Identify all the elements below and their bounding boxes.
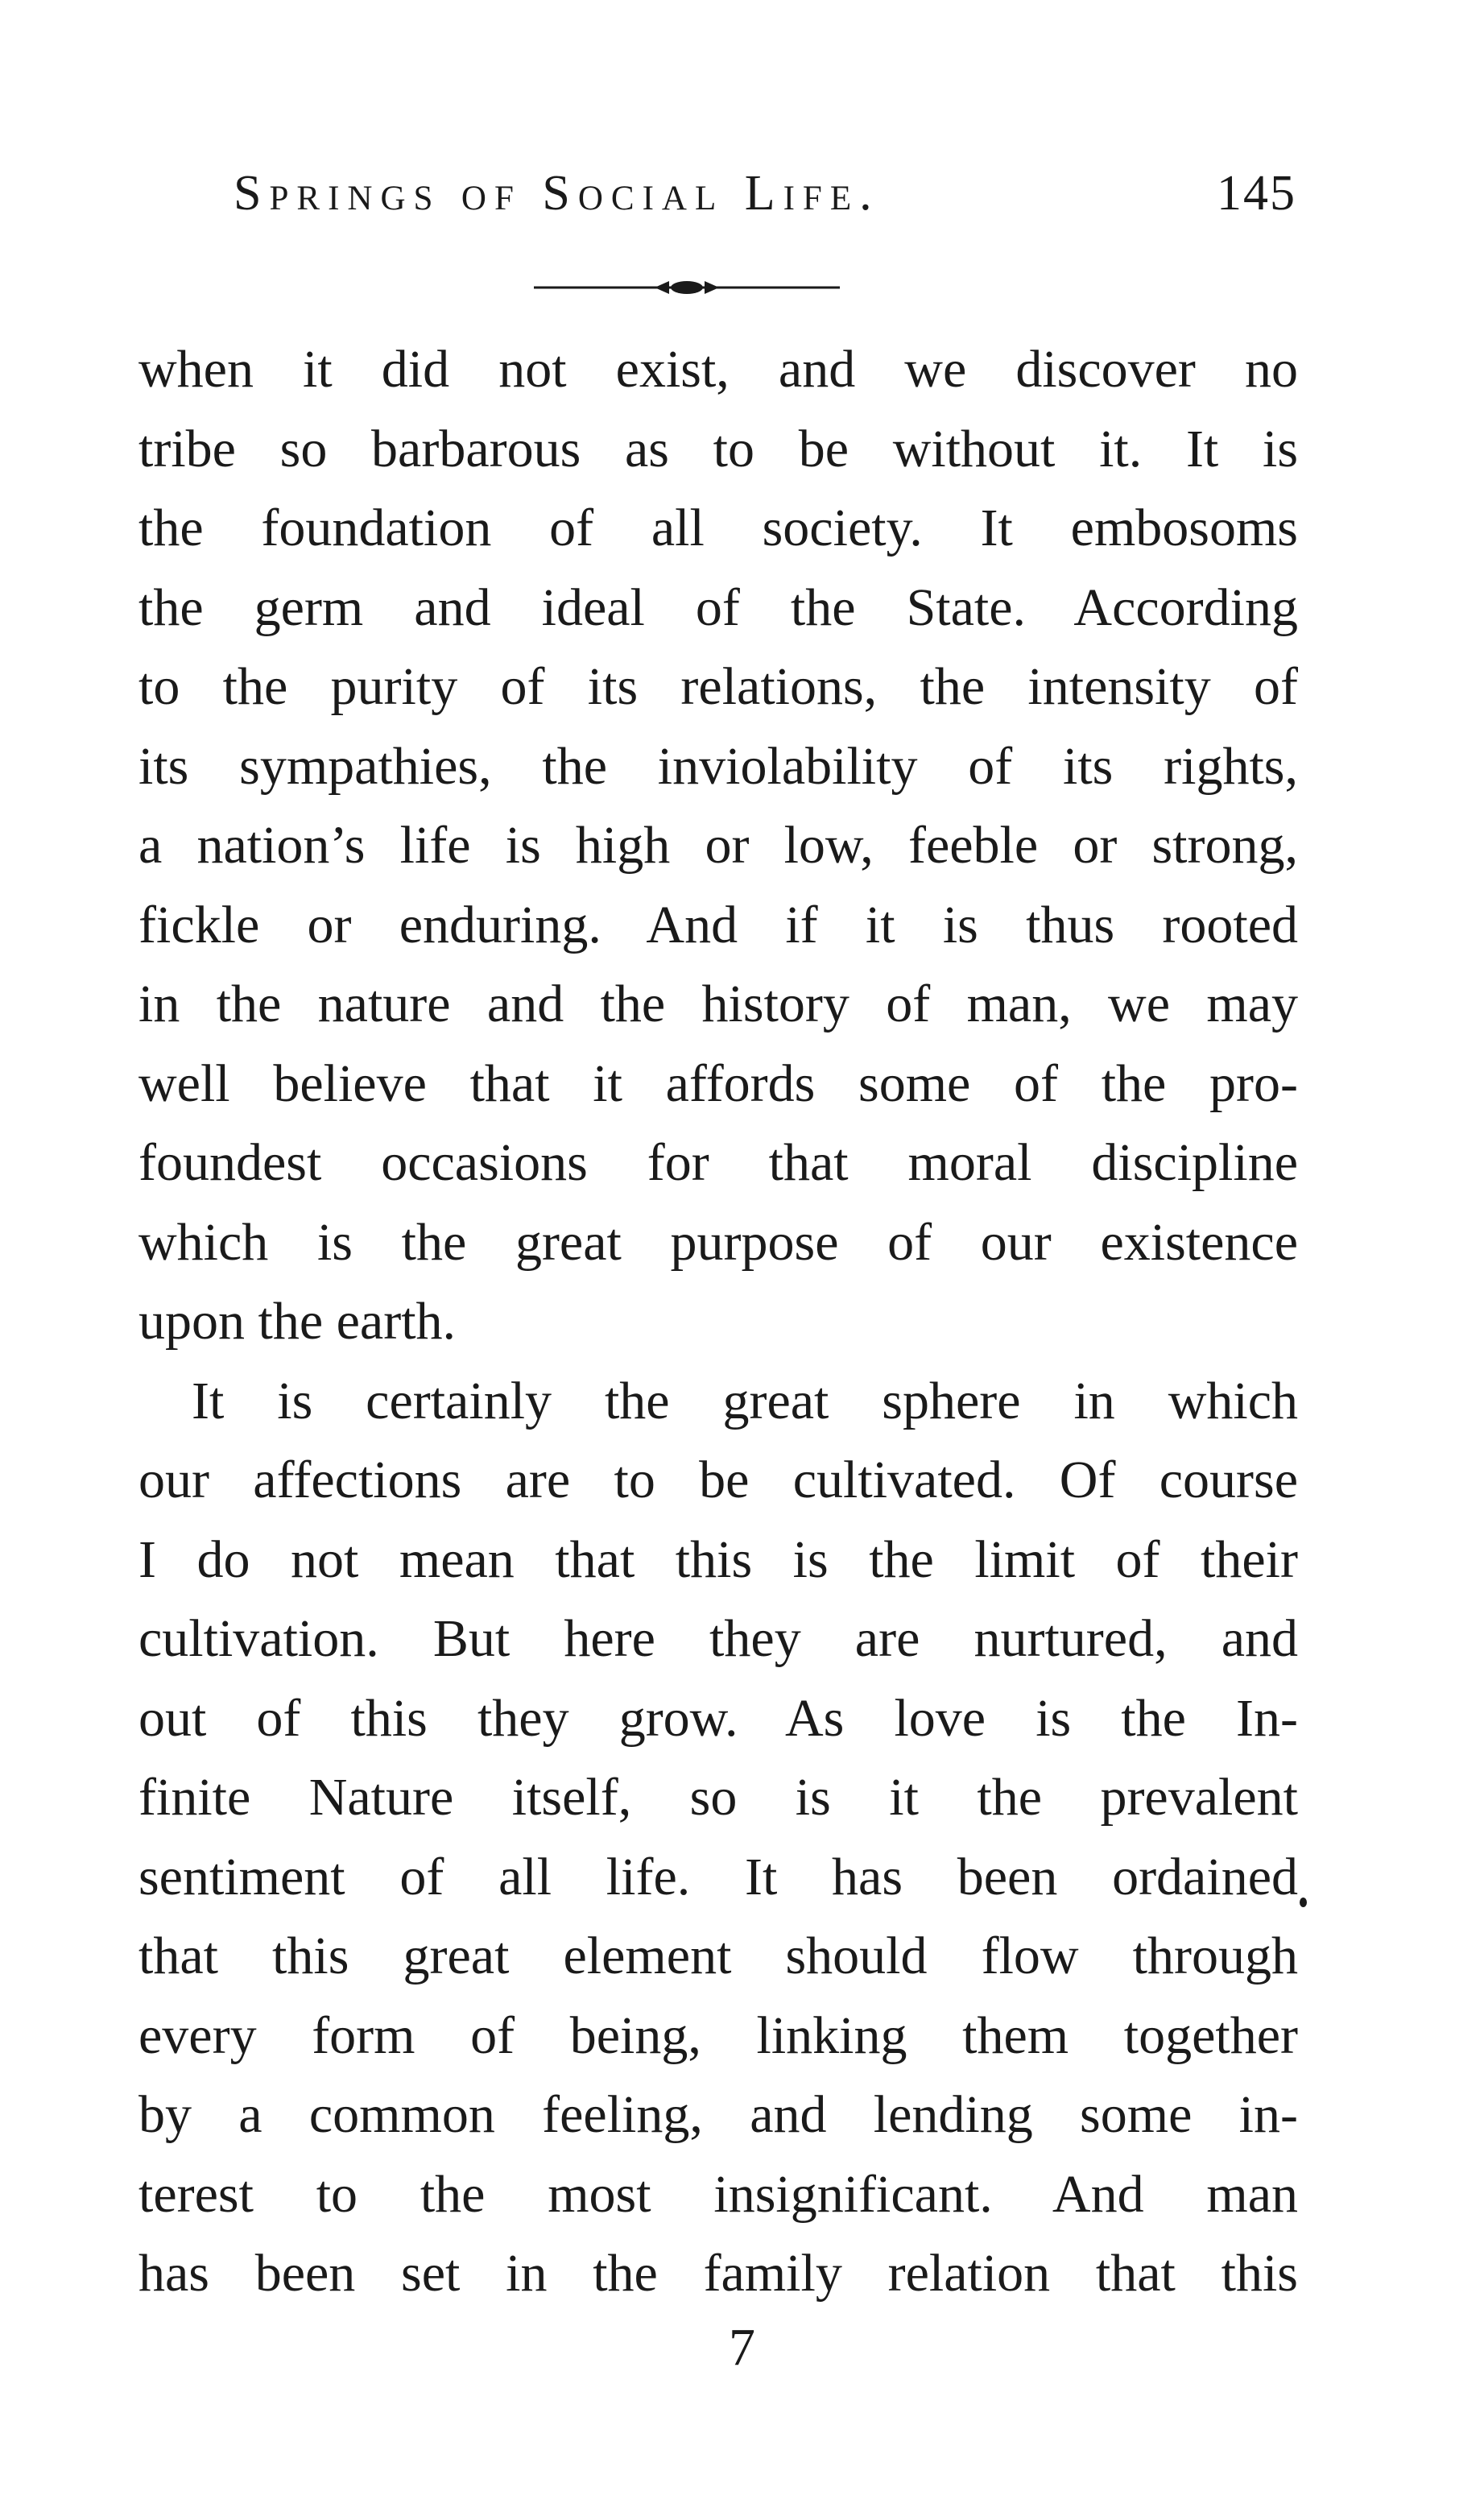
- text-line: when it did not exist, and we discover no: [138, 340, 1298, 399]
- text-line: fickle or enduring. And if it is thus rooted: [138, 895, 1298, 954]
- text-line: foundest occasions for that moral discipline: [138, 1133, 1298, 1192]
- text-line: has been set in the family relation that this: [138, 2244, 1298, 2303]
- text-line: to the purity of its relations, the intensity of: [138, 657, 1298, 716]
- text-line: that this great element should flow through: [138, 1927, 1298, 1985]
- signature-mark: 7: [729, 2318, 755, 2377]
- text-line: well believe that it affords some of the pro-: [138, 1053, 1298, 1113]
- text-line: finite Nature itself, so is it the prevalent: [138, 1768, 1298, 1827]
- text-line: the foundation of all society. It embosoms: [138, 499, 1298, 557]
- text-line: upon the earth.: [138, 1292, 457, 1351]
- header-rule-ornament: [534, 278, 840, 297]
- ink-speck: [1300, 1898, 1307, 1907]
- text-line: every form of being, linking them together: [138, 2005, 1298, 2065]
- text-line: terest to the most insignificant. And man: [138, 2164, 1298, 2224]
- text-line: in the nature and the history of man, we may: [138, 975, 1298, 1033]
- text-line: by a common feeling, and lending some in-: [138, 2085, 1298, 2144]
- text-line: which is the great purpose of our existence: [138, 1212, 1298, 1272]
- running-head: [234, 157, 1296, 230]
- text-line: cultivation. But here they are nurtured, and: [138, 1609, 1298, 1668]
- body-text: [138, 330, 1298, 2314]
- text-line: a nation’s life is high or low, feeble or strong,: [138, 816, 1298, 875]
- text-line: out of this they grow. As love is the In-: [138, 1688, 1298, 1748]
- text-line: the germ and ideal of the State. According: [138, 577, 1298, 637]
- page-number: 145: [1217, 166, 1296, 221]
- text-line: sentiment of all life. It has been ordained: [138, 1847, 1298, 1906]
- running-title: Springs of Social Life.: [234, 166, 880, 221]
- text-line: I do not mean that this is the limit of their: [138, 1529, 1298, 1589]
- text-line: It is certainly the great sphere in which: [192, 1371, 1298, 1430]
- text-line: our affections are to be cultivated. Of course: [138, 1451, 1298, 1509]
- text-line: its sympathies, the inviolability of its rights,: [138, 736, 1298, 796]
- text-line: tribe so barbarous as to be without it. It is: [138, 419, 1298, 478]
